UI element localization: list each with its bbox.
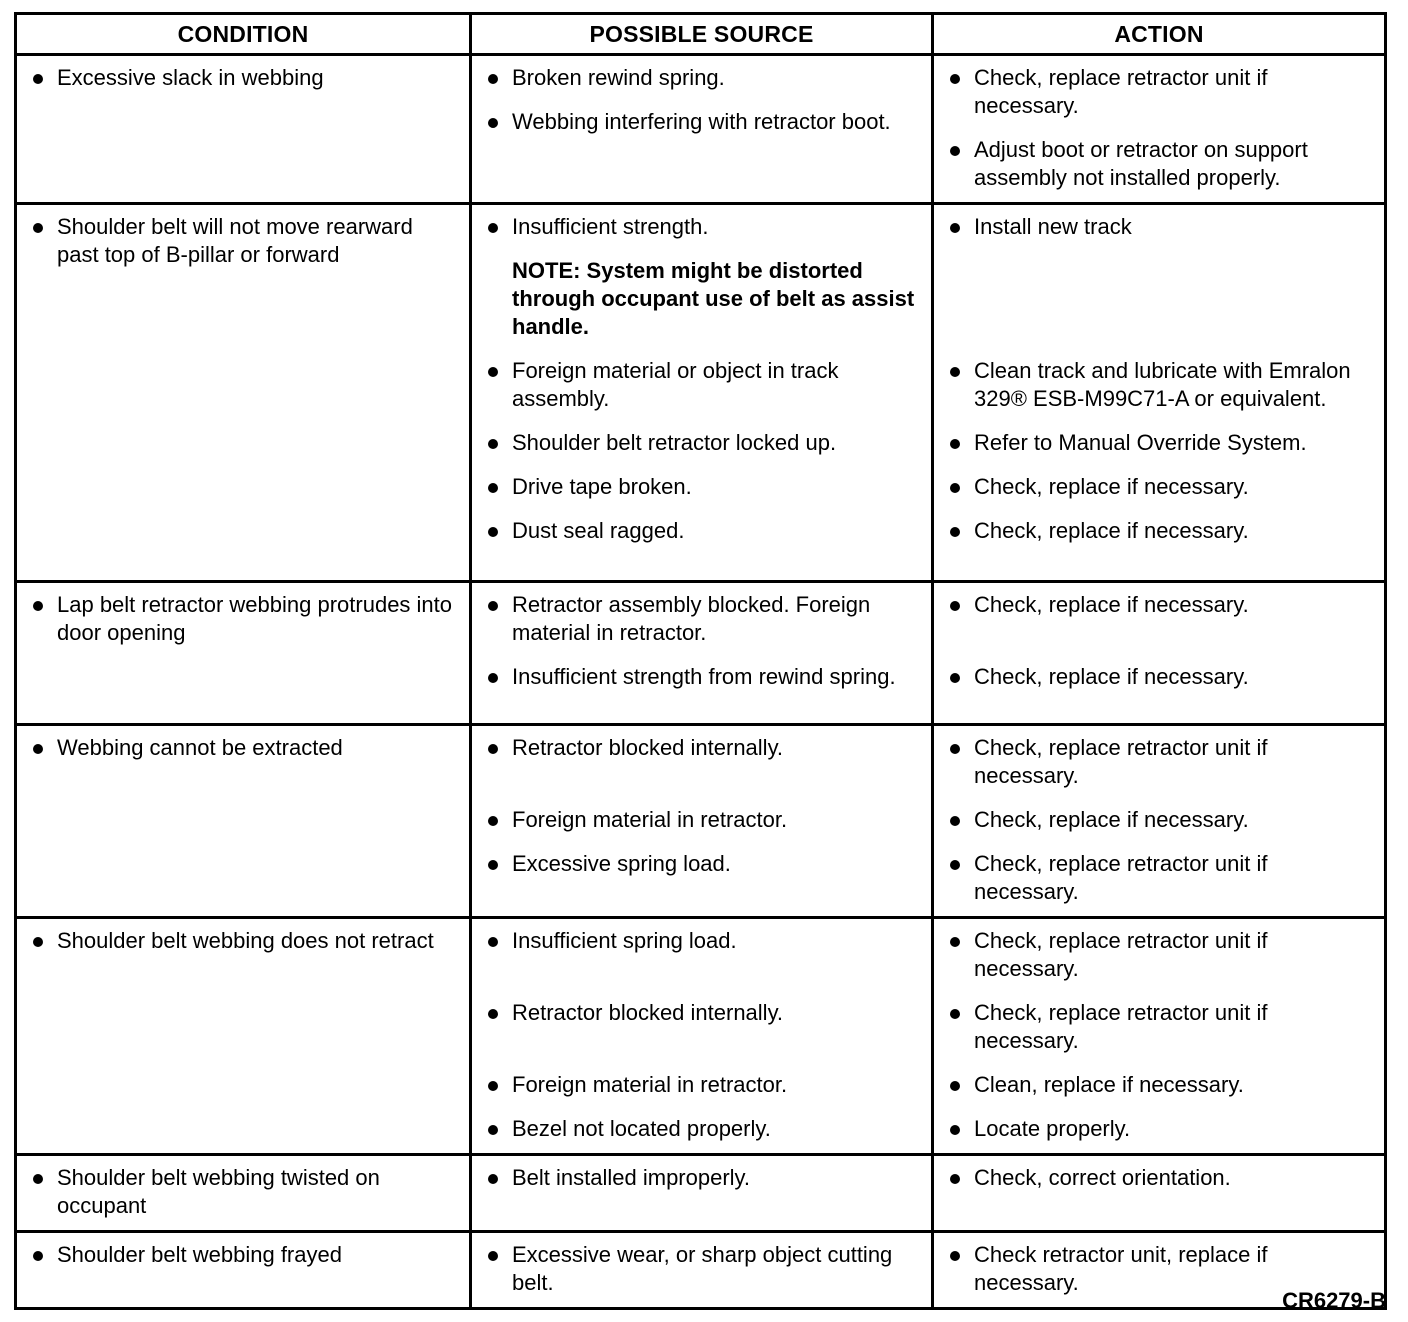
bullet-icon	[950, 74, 960, 84]
bullet-icon	[33, 223, 43, 233]
condition-item: Shoulder belt webbing frayed	[31, 1241, 455, 1269]
action-item: Check, replace if necessary.	[948, 517, 1370, 545]
source-item: Shoulder belt retractor locked up.	[486, 429, 917, 457]
bullet-icon	[488, 601, 498, 611]
bullet-icon	[488, 673, 498, 683]
bullet-icon	[488, 1009, 498, 1019]
bullet-icon	[33, 1251, 43, 1261]
header-row	[16, 14, 1386, 55]
source-cell	[471, 1232, 933, 1309]
bullet-icon	[950, 1081, 960, 1091]
bullet-icon	[950, 146, 960, 156]
bullet-icon	[488, 816, 498, 826]
table-row	[16, 582, 1386, 725]
header-action: ACTION	[933, 14, 1386, 55]
bullet-icon	[950, 483, 960, 493]
source-item: Excessive spring load.	[486, 850, 917, 878]
bullet-icon	[950, 937, 960, 947]
bullet-icon	[950, 439, 960, 449]
bullet-icon	[950, 601, 960, 611]
table-row	[16, 1232, 1386, 1309]
condition-cell	[16, 1232, 471, 1309]
action-item: Clean, replace if necessary.	[948, 1071, 1370, 1099]
header-possible-source: POSSIBLE SOURCE	[471, 14, 933, 55]
bullet-icon	[950, 527, 960, 537]
bullet-icon	[488, 439, 498, 449]
action-item: Check, replace if necessary.	[948, 591, 1370, 619]
bullet-icon	[33, 601, 43, 611]
bullet-icon	[33, 1174, 43, 1184]
bullet-icon	[488, 483, 498, 493]
action-item: Check, replace retractor unit if necessary.	[948, 999, 1370, 1055]
action-cell	[933, 918, 1386, 1155]
bullet-icon	[950, 673, 960, 683]
source-item: Insufficient strength.	[486, 213, 917, 241]
action-item: Check, replace if necessary.	[948, 663, 1370, 691]
source-item: Foreign material in retractor.	[486, 1071, 917, 1099]
source-cell	[471, 725, 933, 918]
action-item: Install new track	[948, 213, 1370, 241]
table-row	[16, 1155, 1386, 1232]
action-item: Check, replace if necessary.	[948, 473, 1370, 501]
condition-item: Shoulder belt webbing twisted on occupant	[31, 1164, 455, 1220]
bullet-icon	[488, 367, 498, 377]
bullet-icon	[488, 74, 498, 84]
bullet-icon	[488, 1174, 498, 1184]
action-item: Check, replace retractor unit if necessary.	[948, 734, 1370, 790]
source-item: Foreign material in retractor.	[486, 806, 917, 834]
header-condition: CONDITION	[16, 14, 471, 55]
bullet-icon	[950, 1125, 960, 1135]
bullet-icon	[33, 74, 43, 84]
condition-cell	[16, 918, 471, 1155]
condition-item: Webbing cannot be extracted	[31, 734, 455, 762]
source-item: Retractor assembly blocked. Foreign material in retractor.	[486, 591, 917, 647]
source-cell	[471, 582, 933, 725]
bullet-icon	[488, 860, 498, 870]
bullet-icon	[488, 527, 498, 537]
table-row	[16, 204, 1386, 582]
condition-cell	[16, 1155, 471, 1232]
source-cell	[471, 1155, 933, 1232]
bullet-icon	[488, 937, 498, 947]
bullet-icon	[950, 860, 960, 870]
action-item: Check retractor unit, replace if necessary.	[948, 1241, 1370, 1297]
action-item: Check, replace retractor unit if necessary.	[948, 850, 1370, 906]
figure-id: CR6279-B	[1282, 1288, 1386, 1313]
action-cell	[933, 204, 1386, 582]
table-row	[16, 725, 1386, 918]
bullet-icon	[488, 223, 498, 233]
bullet-icon	[488, 1125, 498, 1135]
bullet-icon	[950, 1174, 960, 1184]
action-cell	[933, 725, 1386, 918]
source-item: Drive tape broken.	[486, 473, 917, 501]
condition-cell	[16, 204, 471, 582]
source-item: Dust seal ragged.	[486, 517, 917, 545]
bullet-icon	[950, 1251, 960, 1261]
source-cell	[471, 918, 933, 1155]
bullet-icon	[488, 744, 498, 754]
bullet-icon	[488, 1081, 498, 1091]
action-item: Check, replace if necessary.	[948, 806, 1370, 834]
action-item: Check, correct orientation.	[948, 1164, 1370, 1192]
condition-cell	[16, 725, 471, 918]
condition-item: Lap belt retractor webbing protrudes into door opening	[31, 591, 455, 647]
condition-cell	[16, 55, 471, 204]
bullet-icon	[488, 1251, 498, 1261]
bullet-icon	[950, 1009, 960, 1019]
action-cell	[933, 55, 1386, 204]
action-item: Check, replace retractor unit if necessary.	[948, 927, 1370, 983]
action-item: Check, replace retractor unit if necessary.	[948, 64, 1370, 120]
condition-item: Shoulder belt will not move rearward past top of B-pillar or forward	[31, 213, 455, 269]
action-item: Adjust boot or retractor on support assembly not installed properly.	[948, 136, 1370, 192]
source-item: Broken rewind spring.	[486, 64, 917, 92]
source-item: Foreign material or object in track assembly.	[486, 357, 917, 413]
bullet-icon	[950, 744, 960, 754]
source-item: Retractor blocked internally.	[486, 734, 917, 762]
action-item: Locate properly.	[948, 1115, 1370, 1143]
action-item: Refer to Manual Override System.	[948, 429, 1370, 457]
condition-cell	[16, 582, 471, 725]
bullet-icon	[950, 223, 960, 233]
action-cell	[933, 1155, 1386, 1232]
action-cell	[933, 582, 1386, 725]
source-cell	[471, 204, 933, 582]
source-item: Webbing interfering with retractor boot.	[486, 108, 917, 136]
source-item: Bezel not located properly.	[486, 1115, 917, 1143]
source-item: Insufficient strength from rewind spring.	[486, 663, 917, 691]
source-item: Excessive wear, or sharp object cutting belt.	[486, 1241, 917, 1297]
bullet-icon	[488, 118, 498, 128]
diagnosis-table	[14, 12, 1387, 1310]
bullet-icon	[950, 367, 960, 377]
table-row	[16, 918, 1386, 1155]
note-text: NOTE: System might be distorted through occupant use of belt as assist handle.	[512, 258, 915, 339]
table-row	[16, 55, 1386, 204]
condition-item: Excessive slack in webbing	[31, 64, 455, 92]
source-item: Retractor blocked internally.	[486, 999, 917, 1027]
source-cell	[471, 55, 933, 204]
bullet-icon	[33, 744, 43, 754]
bullet-icon	[33, 937, 43, 947]
action-item: Clean track and lubricate with Emralon 329® ESB-M99C71-A or equivalent.	[948, 357, 1370, 413]
source-item: Belt installed improperly.	[486, 1164, 917, 1192]
bullet-icon	[950, 816, 960, 826]
condition-item: Shoulder belt webbing does not retract	[31, 927, 455, 955]
source-item: Insufficient spring load.	[486, 927, 917, 955]
